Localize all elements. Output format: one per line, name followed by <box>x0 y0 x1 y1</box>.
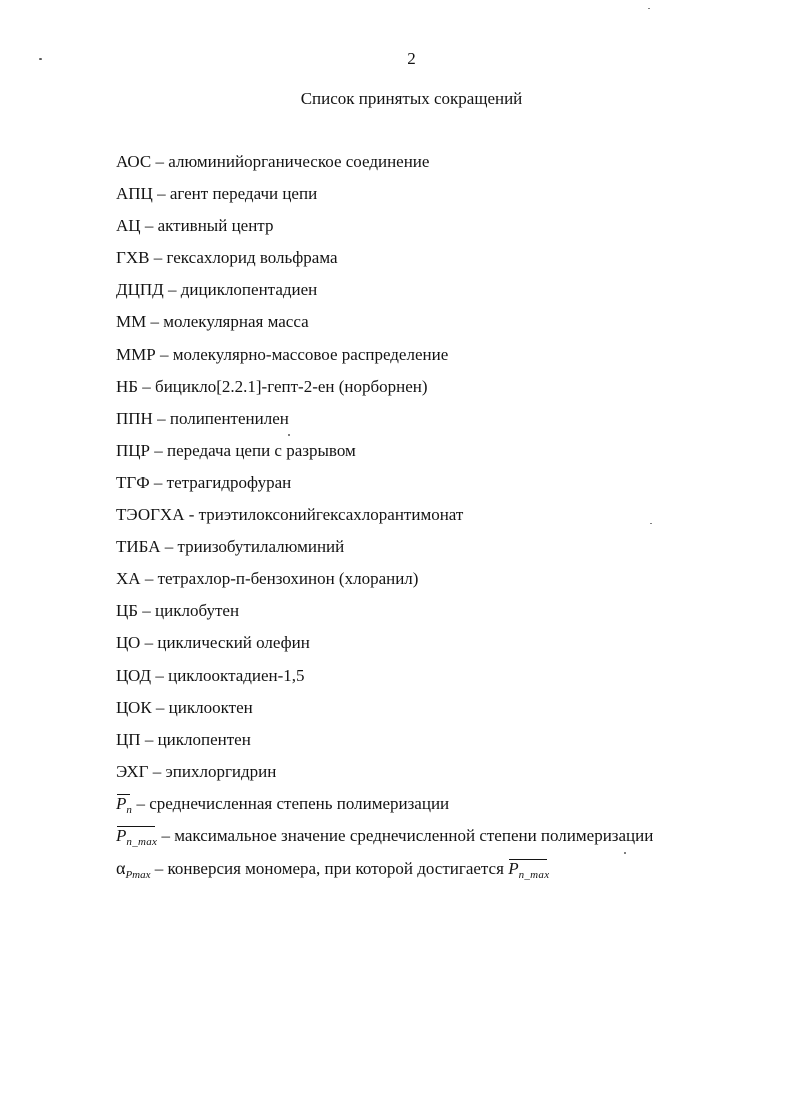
symbol-base: P <box>116 825 127 845</box>
list-item <box>116 439 653 471</box>
page-title: Список принятых сокращений <box>300 89 523 108</box>
abbreviation-definition: эпихлоргидрин <box>165 761 277 781</box>
list-item <box>116 375 653 407</box>
symbol-definition: конверсия мономера, при которой достигается <box>167 859 509 879</box>
separator: – <box>138 376 156 396</box>
overline-mark <box>509 859 547 860</box>
abbreviation-definition: молекулярная масса <box>163 312 309 332</box>
abbreviation-term: ТИБА <box>116 537 161 557</box>
scan-speck <box>624 852 626 854</box>
abbreviation-definition: дициклопентадиен <box>180 280 318 300</box>
separator: – <box>140 216 158 236</box>
separator: – <box>138 601 156 621</box>
separator: - <box>184 505 199 525</box>
separator: – <box>140 729 158 749</box>
symbol-subscript: n_max <box>518 869 550 882</box>
separator: – <box>151 665 169 685</box>
separator: – <box>148 761 166 781</box>
abbreviation-definition: агент передачи цепи <box>169 184 318 204</box>
abbreviation-definition: циклопентен <box>157 729 251 749</box>
abbreviation-term: ХА <box>116 569 141 589</box>
scan-speck <box>39 58 42 60</box>
separator: – <box>149 248 167 268</box>
abbreviation-term: АОС <box>116 152 152 171</box>
abbreviation-term: ЦОД <box>116 665 152 685</box>
list-item <box>116 246 653 278</box>
separator: – <box>163 280 181 300</box>
list-item <box>116 599 653 631</box>
abbreviation-term: ЦБ <box>116 601 139 621</box>
list-item <box>116 535 653 567</box>
abbreviation-term: ММР <box>116 344 156 364</box>
abbreviation-term: ЦО <box>116 633 141 653</box>
separator: – <box>150 440 168 460</box>
abbreviation-list <box>116 150 653 888</box>
list-item <box>116 696 653 728</box>
abbreviation-term: ТГФ <box>116 472 150 492</box>
list-item <box>116 567 653 599</box>
abbreviation-term: ЦП <box>116 729 141 749</box>
scan-speck <box>288 434 290 436</box>
abbreviation-term: ЭХГ <box>116 761 149 781</box>
list-item <box>116 631 653 663</box>
list-item <box>116 728 653 760</box>
separator: – <box>152 184 170 204</box>
list-item <box>116 150 653 182</box>
symbol-subscript: n <box>126 803 133 816</box>
abbreviation-definition: гексахлорид вольфрама <box>166 248 338 268</box>
abbreviation-definition: тетрахлор-п-бензохинон (хлоранил) <box>157 569 419 589</box>
abbreviation-term: ТЭОГХА <box>116 505 185 525</box>
abbreviation-term: НБ <box>116 376 139 396</box>
symbol-subscript: n_max <box>126 835 158 848</box>
abbreviation-term: АПЦ <box>116 184 153 204</box>
pn-symbol <box>116 792 132 818</box>
list-item <box>116 343 653 375</box>
overline-mark <box>117 794 130 795</box>
symbol-pn-max-item <box>116 824 653 856</box>
pn-max-symbol <box>116 824 157 850</box>
symbol-alpha-item <box>116 856 653 888</box>
separator: – <box>157 825 175 845</box>
abbreviation-definition: триэтилоксонийгексахлорантимонат <box>198 505 464 525</box>
symbol-base: P <box>508 859 519 879</box>
symbol-definition: среднечисленная степень полимеризации <box>149 793 450 813</box>
abbreviation-term: ГХВ <box>116 248 150 268</box>
scan-speck <box>648 8 650 9</box>
list-item <box>116 278 653 310</box>
abbreviation-definition: триизобутилалюминий <box>177 537 345 557</box>
separator: – <box>132 793 150 813</box>
separator: – <box>152 408 170 428</box>
symbol-base: P <box>116 793 127 813</box>
abbreviation-definition: молекулярно-массовое распределение <box>172 344 449 364</box>
separator: – <box>155 344 173 364</box>
symbol-definition: максимальное значение среднечисленной степени полимеризации <box>174 825 654 845</box>
abbreviation-term: ПЦР <box>116 440 151 460</box>
abbreviation-term: АЦ <box>116 216 141 236</box>
scan-speck <box>650 523 652 524</box>
separator: – <box>140 633 158 653</box>
alpha-symbol: α <box>116 858 126 879</box>
separator: – <box>149 472 167 492</box>
list-item <box>116 503 653 535</box>
abbreviation-definition: тетрагидрофуран <box>166 472 292 492</box>
abbreviation-definition: бицикло[2.2.1]-гепт-2-ен (норборнен) <box>155 376 428 396</box>
symbol-subscript: Pmax <box>125 869 151 882</box>
abbreviation-term: ДЦПД <box>116 280 164 300</box>
separator: – <box>151 697 169 717</box>
abbreviation-definition: циклобутен <box>155 601 240 621</box>
abbreviation-term: ЦОК <box>116 697 152 717</box>
abbreviation-definition: циклооктадиен-1,5 <box>168 665 305 685</box>
list-item <box>116 407 653 439</box>
abbreviation-definition: циклооктен <box>168 697 253 717</box>
abbreviation-definition: полипентенилен <box>169 408 289 428</box>
list-item <box>116 760 653 792</box>
list-item <box>116 471 653 503</box>
separator: – <box>140 569 158 589</box>
overline-mark <box>117 826 155 827</box>
symbol-pn-item <box>116 792 653 824</box>
abbreviation-definition: активный центр <box>157 216 274 236</box>
abbreviation-definition: передача цепи с разрывом <box>167 440 356 460</box>
list-item <box>116 664 653 696</box>
separator: – <box>146 312 164 332</box>
separator: – <box>160 537 178 557</box>
list-item <box>116 310 653 342</box>
list-item <box>116 182 653 214</box>
page-number: 2 <box>407 49 416 68</box>
abbreviation-definition: алюминийорганическое соединение <box>168 152 430 171</box>
list-item <box>116 214 653 246</box>
abbreviation-definition: циклический олефин <box>157 633 310 653</box>
pn-max-reference <box>508 857 549 883</box>
separator: – <box>150 859 168 879</box>
abbreviation-term: ММ <box>116 312 147 332</box>
abbreviation-term: ППН <box>116 408 153 428</box>
separator: – <box>151 152 169 171</box>
